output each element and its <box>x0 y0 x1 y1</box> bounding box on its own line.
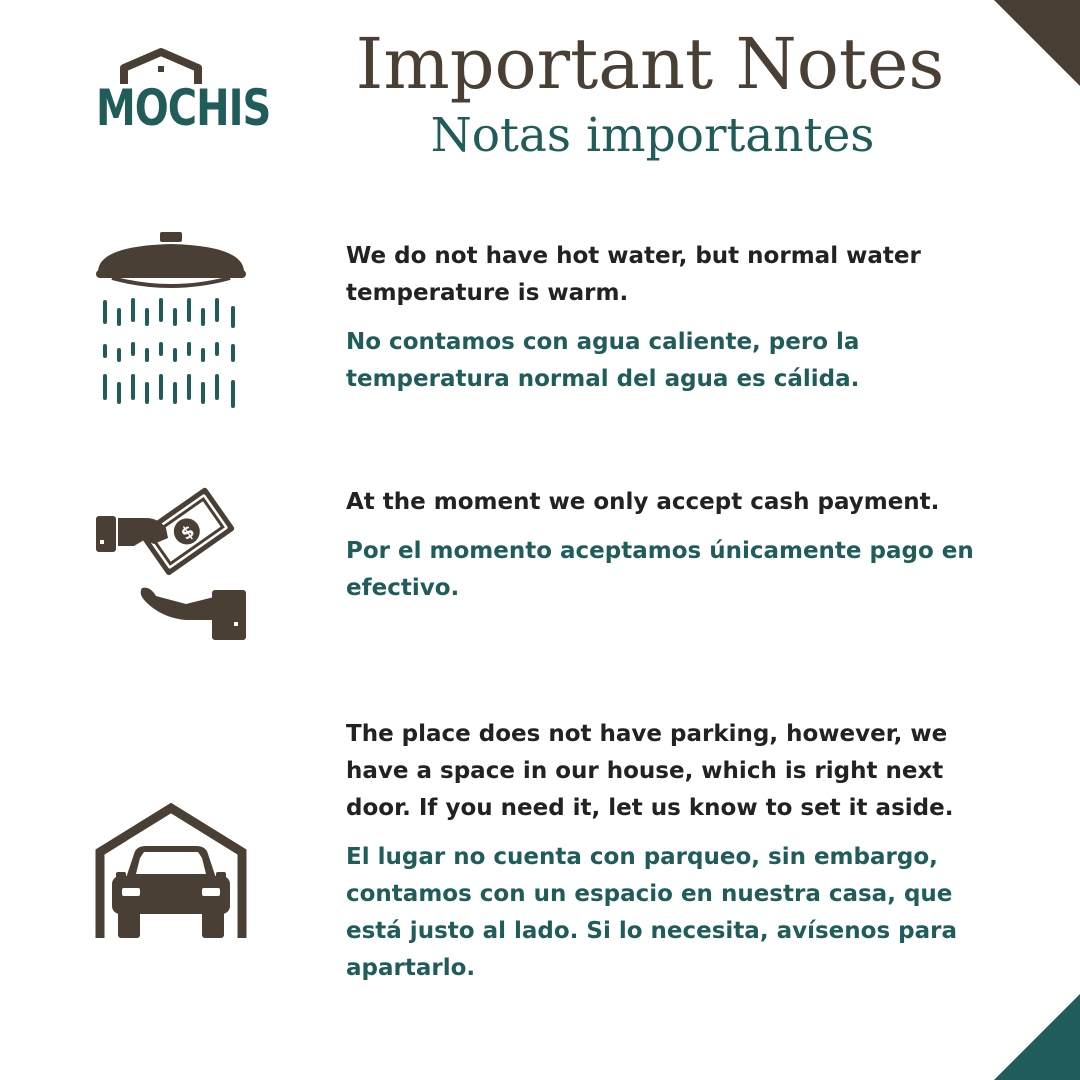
brand-name: MOCHIS <box>96 80 271 138</box>
shower-icon <box>94 230 248 410</box>
garage-car-icon <box>94 800 248 940</box>
svg-text:$: $ <box>177 521 199 545</box>
note-english-text: At the moment we only accept cash payment. <box>346 489 940 515</box>
cash-payment-icon <box>94 484 250 648</box>
corner-decoration-bottom-right <box>994 994 1080 1080</box>
note-parking <box>346 716 986 987</box>
note-english-text: We do not have hot water, but normal water temperature is warm. <box>346 243 921 306</box>
page-subtitle: Notas importantes <box>430 108 875 163</box>
note-spanish-text: No contamos con agua caliente, pero la temperatura normal del agua es cálida. <box>346 329 860 392</box>
note-english-text: The place does not have parking, however, we have a space in our house, which is right next door. If you need it, let us know to set it aside. <box>346 721 954 821</box>
note-spanish-text: El lugar no cuenta con parqueo, sin embargo, contamos con un espacio en nuestra casa, que está justo al lado. Si lo necesita, avísenos para apartarlo. <box>346 844 957 981</box>
note-hot-water <box>346 238 1006 398</box>
page-title: Important Notes <box>355 23 945 105</box>
note-spanish-text: Por el momento aceptamos únicamente pago en efectivo. <box>346 538 974 601</box>
brand-logo <box>96 46 271 138</box>
note-cash-payment <box>346 484 1006 607</box>
